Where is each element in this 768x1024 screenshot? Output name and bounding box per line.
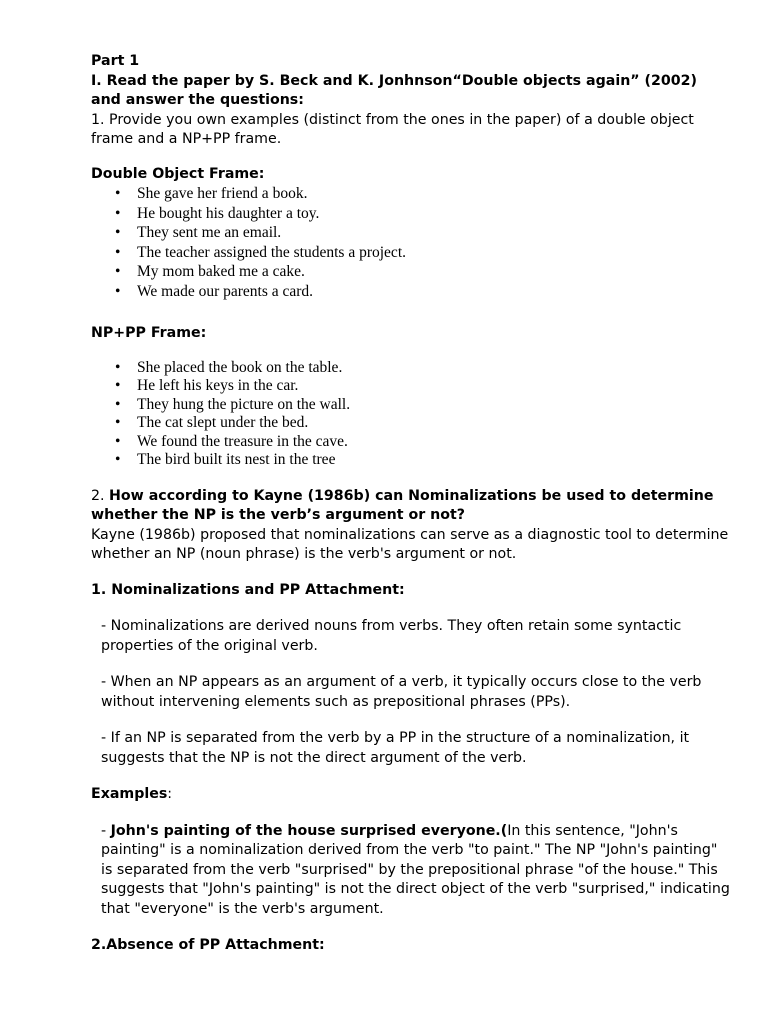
section-1-paragraph-1: - Nominalizations are derived nouns from verbs. They often retain some syntactic properties of the original verb. bbox=[101, 618, 682, 654]
question-2 bbox=[91, 487, 731, 526]
section-1-paragraph-2: - When an NP appears as an argument of a verb, it typically occurs close to the verb without intervening elements such as prepositional phrases (PPs). bbox=[101, 674, 702, 710]
bullet-icon: • bbox=[115, 414, 121, 432]
bullet-icon: • bbox=[115, 359, 121, 377]
list-item: • My mom baked me a cake. bbox=[115, 263, 305, 281]
list-item: • He bought his daughter a toy. bbox=[115, 204, 320, 222]
list-item: • They sent me an email. bbox=[115, 224, 282, 242]
list-item: • We made our parents a card. bbox=[115, 282, 314, 300]
section-1-heading: 1. Nominalizations and PP Attachment: bbox=[91, 581, 405, 598]
section-1-paragraph-3: - If an NP is separated from the verb by a PP in the structure of a nominalization, it suggests that the NP is not the direct argument of the verb. bbox=[101, 730, 690, 766]
question-2-answer: Kayne (1986b) proposed that nominalizations can serve as a diagnostic tool to determine whether an NP (noun phrase) is the verb's argument or not. bbox=[91, 526, 729, 562]
list-item: • The cat slept under the bed. bbox=[115, 414, 309, 432]
section-2-heading: 2.Absence of PP Attachment: bbox=[91, 937, 325, 953]
double-object-heading: Double Object Frame: bbox=[91, 165, 265, 182]
bullet-icon: • bbox=[115, 395, 121, 413]
question-2-number: 2. bbox=[91, 487, 110, 504]
example-paragraph: - John's painting of the house surprised everyone.(In this sentence, "John's painting" is a nominalization derived from the verb "to paint." The NP "John's painting" is separated from the verb "surprised" by the prepositional phrase "of the house." This suggests that "John's painting" is not the direct object of the verb "surprised," indicating that "everyone" is the verb's argument. bbox=[101, 822, 730, 917]
list-item: • They hung the picture on the wall. bbox=[115, 395, 351, 413]
task-line-2: and answer the questions: bbox=[91, 92, 304, 108]
bullet-icon: • bbox=[115, 377, 121, 395]
question-2-text: How according to Kayne (1986b) can Nominalizations be used to determine whether the NP is the verb’s argument or not? bbox=[91, 487, 714, 523]
list-item: • We found the treasure in the cave. bbox=[115, 432, 348, 450]
list-item: • She gave her friend a book. bbox=[115, 185, 308, 202]
np-pp-heading: NP+PP Frame: bbox=[91, 324, 207, 341]
double-object-list bbox=[91, 184, 731, 302]
bullet-icon: • bbox=[115, 224, 121, 242]
list-item: • The bird built its nest in the tree bbox=[115, 451, 336, 469]
document-page bbox=[91, 52, 731, 956]
task-line-1: I. Read the paper by S. Beck and K. Jonhnson“Double objects again” (2002) bbox=[91, 72, 698, 89]
list-item: • He left his keys in the car. bbox=[115, 377, 299, 395]
bullet-icon: • bbox=[115, 263, 121, 281]
list-item: • The teacher assigned the students a project. bbox=[115, 243, 406, 261]
bullet-icon: • bbox=[115, 282, 121, 300]
np-pp-list bbox=[91, 359, 731, 469]
bullet-icon: • bbox=[115, 451, 121, 469]
examples-label: Examples: bbox=[91, 786, 173, 802]
question-1: 1. Provide you own examples (distinct from the ones in the paper) of a double object frame and a NP+PP frame. bbox=[91, 111, 694, 147]
example-sentence: John's painting of the house surprised everyone.( bbox=[110, 822, 508, 839]
example-explanation: In this sentence, "John's painting" is a nominalization derived from the verb "to paint." The NP "John's painting" is separated from the verb "surprised" by the prepositional phrase "of the house." This suggests that "John's painting" is not the direct object of the verb "surprised," indicating that "everyone" is the verb's argument. bbox=[101, 822, 730, 917]
bullet-icon: • bbox=[115, 185, 121, 202]
bullet-icon: • bbox=[115, 432, 121, 450]
bullet-icon: • bbox=[115, 204, 121, 222]
part-title: Part 1 bbox=[91, 53, 140, 69]
list-item: • She placed the book on the table. bbox=[115, 359, 343, 377]
bullet-icon: • bbox=[115, 243, 121, 261]
